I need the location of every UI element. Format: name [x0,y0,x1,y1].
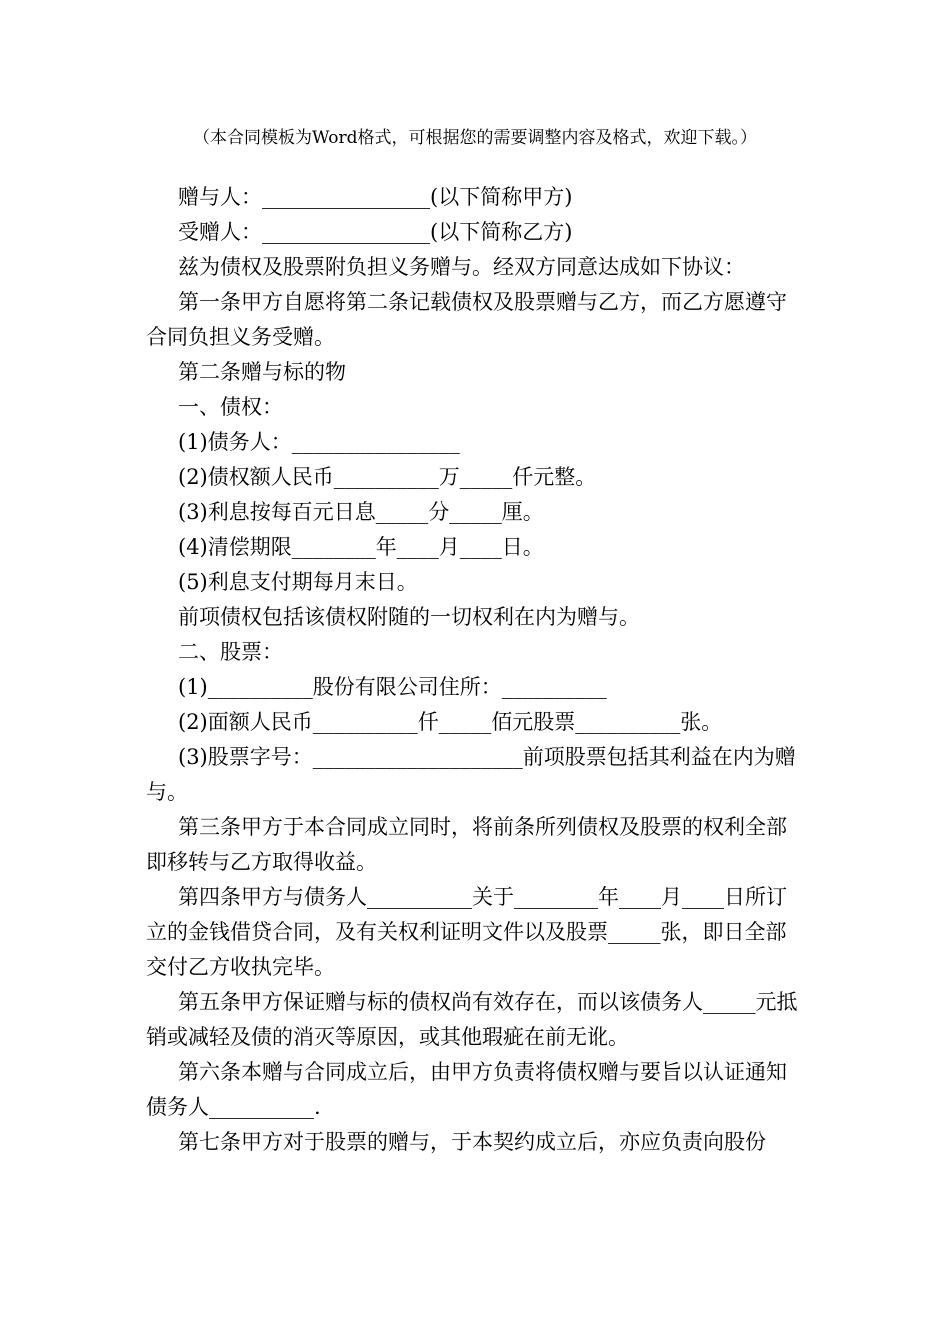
claims-item-2: (2)债权额人民币__________万_____仟元整。 [178,465,597,489]
contract-body [146,180,806,1160]
claims-item-5: (5)利息支付期每月末日。 [178,570,418,594]
stocks-item-2: (2)面额人民币__________仟_____佰元股票__________张。 [178,710,723,734]
article-5: 第五条甲方保证赠与标的债权尚有效存在，而以该债务人_____元抵销或减轻及债的消灭等原因，或其他瑕疵在前无讹。 [146,990,798,1049]
article-1: 第一条甲方自愿将第二条记载债权及股票赠与乙方，而乙方愿遵守合同负担义务受赠。 [146,290,787,349]
claims-note: 前项债权包括该债权附随的一切权利在内为赠与。 [178,605,640,629]
claims-item-4: (4)清偿期限________年____月____日。 [178,535,544,559]
claims-item-1: (1)债务人：________________ [178,430,460,454]
claims-item-3: (3)利息按每百元日息_____分_____厘。 [178,500,544,524]
article-6: 第六条本赠与合同成立后，由甲方负责将债权赠与要旨以认证通知债务人__________. [146,1060,787,1119]
section-stocks-heading: 二、股票： [178,640,283,664]
template-note: （本合同模板为Word格式，可根据您的需要调整内容及格式，欢迎下载。） [192,128,758,148]
article-3: 第三条甲方于本合同成立同时，将前条所列债权及股票的权利全部即移转与乙方取得收益。 [146,815,787,874]
article-4: 第四条甲方与债务人__________关于________年____月____日所订立的金钱借贷合同，及有关权利证明文件以及股票_____张，即日全部交付乙方收执完毕。 [146,885,787,979]
preamble: 兹为债权及股票附负担义务赠与。经双方同意达成如下协议： [178,255,745,279]
article-7: 第七条甲方对于股票的赠与，于本契约成立后，亦应负责向股份 [178,1130,766,1154]
article-2-heading: 第二条赠与标的物 [178,360,346,384]
donee-line: 受赠人：________________(以下简称乙方) [178,220,573,244]
section-claims-heading: 一、债权： [178,395,283,419]
donor-line: 赠与人：________________(以下简称甲方) [178,185,573,209]
stocks-item-1: (1)__________股份有限公司住所：__________ [178,675,607,699]
stocks-item-3: (3)股票字号：____________________前项股票包括其利益在内为赠与。 [146,745,796,804]
